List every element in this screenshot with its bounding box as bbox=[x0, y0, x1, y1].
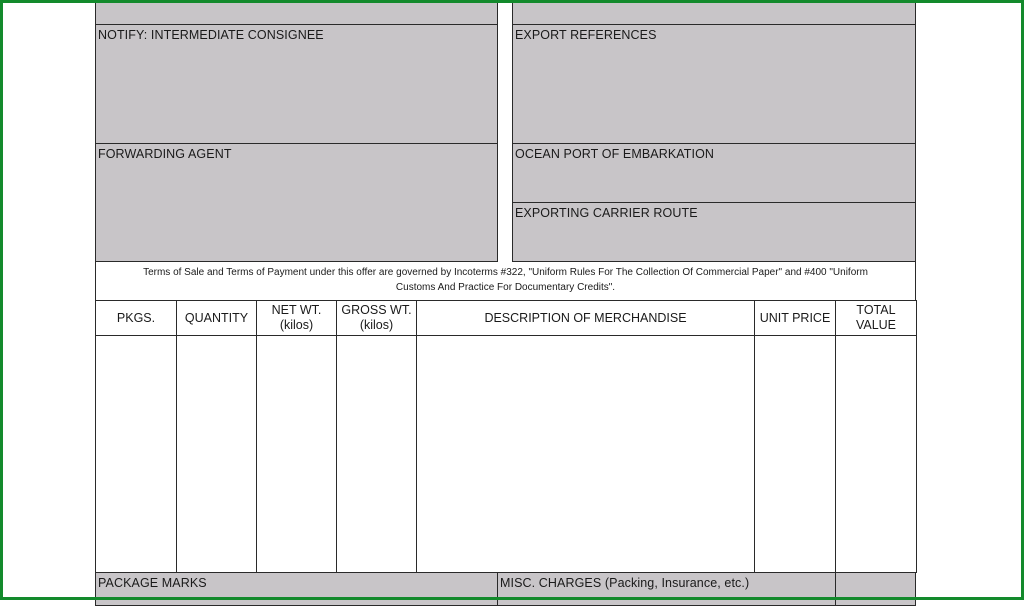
header-quantity: QUANTITY bbox=[177, 301, 257, 336]
ocean-port-of-embarkation-field[interactable] bbox=[512, 143, 916, 203]
header-net-weight: NET WT. (kilos) bbox=[257, 301, 337, 336]
terms-line-1: Terms of Sale and Terms of Payment under this offer are governed by Incoterms #322, "Uniform Rules For The Collection Of Commercial Paper" and #400 "Uniform bbox=[143, 267, 868, 278]
notify-intermediate-consignee-label: NOTIFY: INTERMEDIATE CONSIGNEE bbox=[98, 28, 324, 42]
package-marks-field[interactable] bbox=[95, 572, 498, 606]
top-left-field-partial[interactable] bbox=[95, 0, 498, 25]
forwarding-agent-label: FORWARDING AGENT bbox=[98, 147, 232, 161]
exporting-carrier-route-label: EXPORTING CARRIER ROUTE bbox=[515, 206, 698, 220]
ocean-port-of-embarkation-label: OCEAN PORT OF EMBARKATION bbox=[515, 147, 715, 161]
misc-charges-amount-field[interactable] bbox=[835, 572, 916, 606]
header-gross-weight: GROSS WT. (kilos) bbox=[337, 301, 417, 336]
table-header-row bbox=[96, 301, 917, 336]
top-right-field-partial[interactable] bbox=[512, 0, 916, 25]
export-references-field[interactable] bbox=[512, 24, 916, 144]
merchandise-table bbox=[95, 300, 917, 573]
pkgs-cell[interactable] bbox=[96, 336, 177, 573]
terms-line-2: Customs And Practice For Documentary Credits". bbox=[395, 282, 616, 293]
terms-of-sale-notice bbox=[95, 262, 916, 300]
net-weight-cell[interactable] bbox=[257, 336, 337, 573]
misc-charges-label: MISC. CHARGES (Packing, Insurance, etc.) bbox=[500, 576, 750, 590]
total-value-cell[interactable] bbox=[836, 336, 917, 573]
notify-intermediate-consignee-field[interactable] bbox=[95, 24, 498, 144]
description-cell[interactable] bbox=[417, 336, 755, 573]
unit-price-cell[interactable] bbox=[755, 336, 836, 573]
misc-charges-field[interactable] bbox=[497, 572, 836, 606]
quantity-cell[interactable] bbox=[177, 336, 257, 573]
header-description: DESCRIPTION OF MERCHANDISE bbox=[417, 301, 755, 336]
export-references-label: EXPORT REFERENCES bbox=[515, 28, 657, 42]
table-row bbox=[96, 336, 917, 573]
header-total-value: TOTAL VALUE bbox=[836, 301, 917, 336]
package-marks-label: PACKAGE MARKS bbox=[98, 576, 207, 590]
gross-weight-cell[interactable] bbox=[337, 336, 417, 573]
header-unit-price: UNIT PRICE bbox=[755, 301, 836, 336]
header-pkgs: PKGS. bbox=[96, 301, 177, 336]
exporting-carrier-route-field[interactable] bbox=[512, 202, 916, 262]
forwarding-agent-field[interactable] bbox=[95, 143, 498, 262]
